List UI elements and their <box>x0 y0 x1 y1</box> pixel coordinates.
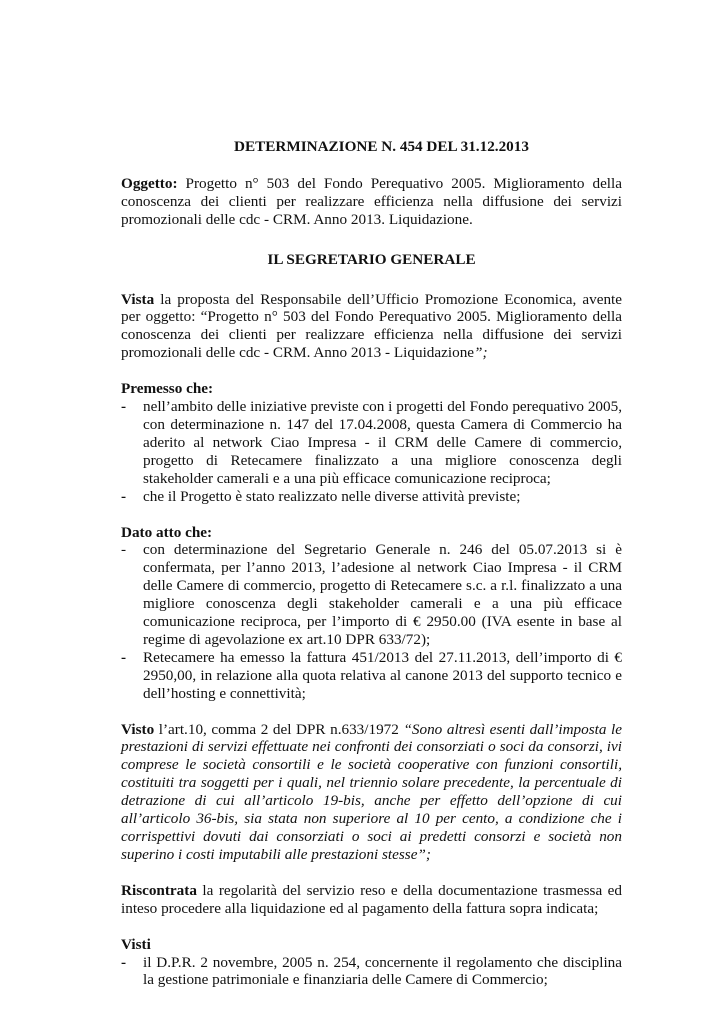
visto-label: Visto <box>121 720 155 738</box>
vista-text: la proposta del Responsabile dell’Ufficio Promozione Economica, avente per oggetto: “Progetto n° 503 del Fondo Perequativo 2005. Miglioramento della conoscenza dei clienti per realizzare efficienza nella diffusione dei servizi promozionali delle cdc - CRM. Anno 2013 - Liquidazione <box>121 290 622 362</box>
oggetto-text: Progetto n° 503 del Fondo Perequativo 2005. Miglioramento della conoscenza dei clienti per realizzare efficienza nella diffusione dei servizi promozionali delle cdc - CRM. Anno 2013. Liquidazione. <box>121 174 622 228</box>
oggetto-label: Oggetto: <box>121 174 178 192</box>
list-item-text: che il Progetto è stato realizzato nelle diverse attività previste; <box>143 487 521 505</box>
visti-list <box>121 954 622 990</box>
dato-atto-section <box>121 524 622 703</box>
oggetto-paragraph <box>121 175 622 229</box>
premesso-list <box>121 398 622 505</box>
premesso-label: Premesso che: <box>121 380 214 398</box>
vista-tail: ”; <box>474 344 488 362</box>
dato-atto-list <box>121 541 622 702</box>
visto-text: l’art.10, comma 2 del DPR n.633/1972 <box>154 720 404 738</box>
document-title: DETERMINAZIONE N. 454 DEL 31.12.2013 <box>234 138 529 155</box>
visti-section <box>121 936 622 990</box>
list-item <box>121 954 622 990</box>
riscontrata-text: la regolarità del servizio reso e della documentazione trasmessa ed inteso procedere alla liquidazione ed al pagamento della fattura sopra indicata; <box>121 881 622 917</box>
bullet-dash: - <box>121 953 127 971</box>
visti-label: Visti <box>121 935 151 953</box>
list-item-text: con determinazione del Segretario Generale n. 246 del 05.07.2013 si è confermata, per l’anno 2013, l’adesione al network Ciao Impresa - il CRM delle Camere di commercio, progetto di Retecamere s.c. a r.l. finalizzato a una migliore conoscenza degli stakeholder camerali e a una più efficace comunicazione reciproca, per l’importo di € 2950.00 (IVA esente in base al regime di agevolazione ex art.10 DPR 633/72); <box>143 541 622 648</box>
list-item <box>121 398 622 488</box>
riscontrata-label: Riscontrata <box>121 881 197 899</box>
riscontrata-paragraph <box>121 882 622 918</box>
premesso-section <box>121 380 622 505</box>
visto-paragraph <box>121 721 622 864</box>
dato-atto-label: Dato atto che: <box>121 523 213 541</box>
vista-label: Vista <box>121 290 155 308</box>
list-item <box>121 488 622 506</box>
list-item-text: Retecamere ha emesso la fattura 451/2013 del 27.11.2013, dell’importo di € 2950,00, in relazione alla quota relativa al canone 2013 del supporto tecnico e dell’hosting e connettività; <box>143 648 622 702</box>
bullet-dash: - <box>121 648 127 666</box>
list-item-text: il D.P.R. 2 novembre, 2005 n. 254, concernente il regolamento che disciplina la gestione patrimoniale e finanziaria delle Camere di Commercio; <box>143 953 622 989</box>
bullet-dash: - <box>121 487 127 505</box>
section-heading: IL SEGRETARIO GENERALE <box>267 250 476 268</box>
vista-paragraph <box>121 291 622 363</box>
document-body <box>121 138 622 989</box>
bullet-dash: - <box>121 541 127 559</box>
list-item-text: nell’ambito delle iniziative previste con i progetti del Fondo perequativo 2005, con determinazione n. 147 del 17.04.2008, questa Camera di Commercio ha aderito al network Ciao Impresa - il CRM delle Camere di commercio, progetto di Retecamere finalizzato a una migliore conoscenza degli stakeholder camerali e a una più efficace comunicazione reciproca; <box>143 398 622 487</box>
visto-quote: “Sono altresì esenti dall’imposta le prestazioni di servizi effettuate nei confronti dei consorziati o soci da consorzi, ivi comprese le società consortili e le società cooperative con funzioni consortili, costituiti tra soggetti per i quali, nel triennio solare precedente, la percentuale di detrazione di cui all’articolo 19-bis, anche per effetto dell’opzione di cui all’articolo 36-bis, sia stata non superiore al 10 per cento, a condizione che i corrispettivi dovuti dai consorziati o soci ai predetti consorzi e società non superino i costi imputabili alle prestazioni stesse”; <box>121 720 622 863</box>
list-item <box>121 541 622 648</box>
bullet-dash: - <box>121 398 127 416</box>
list-item <box>121 649 622 703</box>
